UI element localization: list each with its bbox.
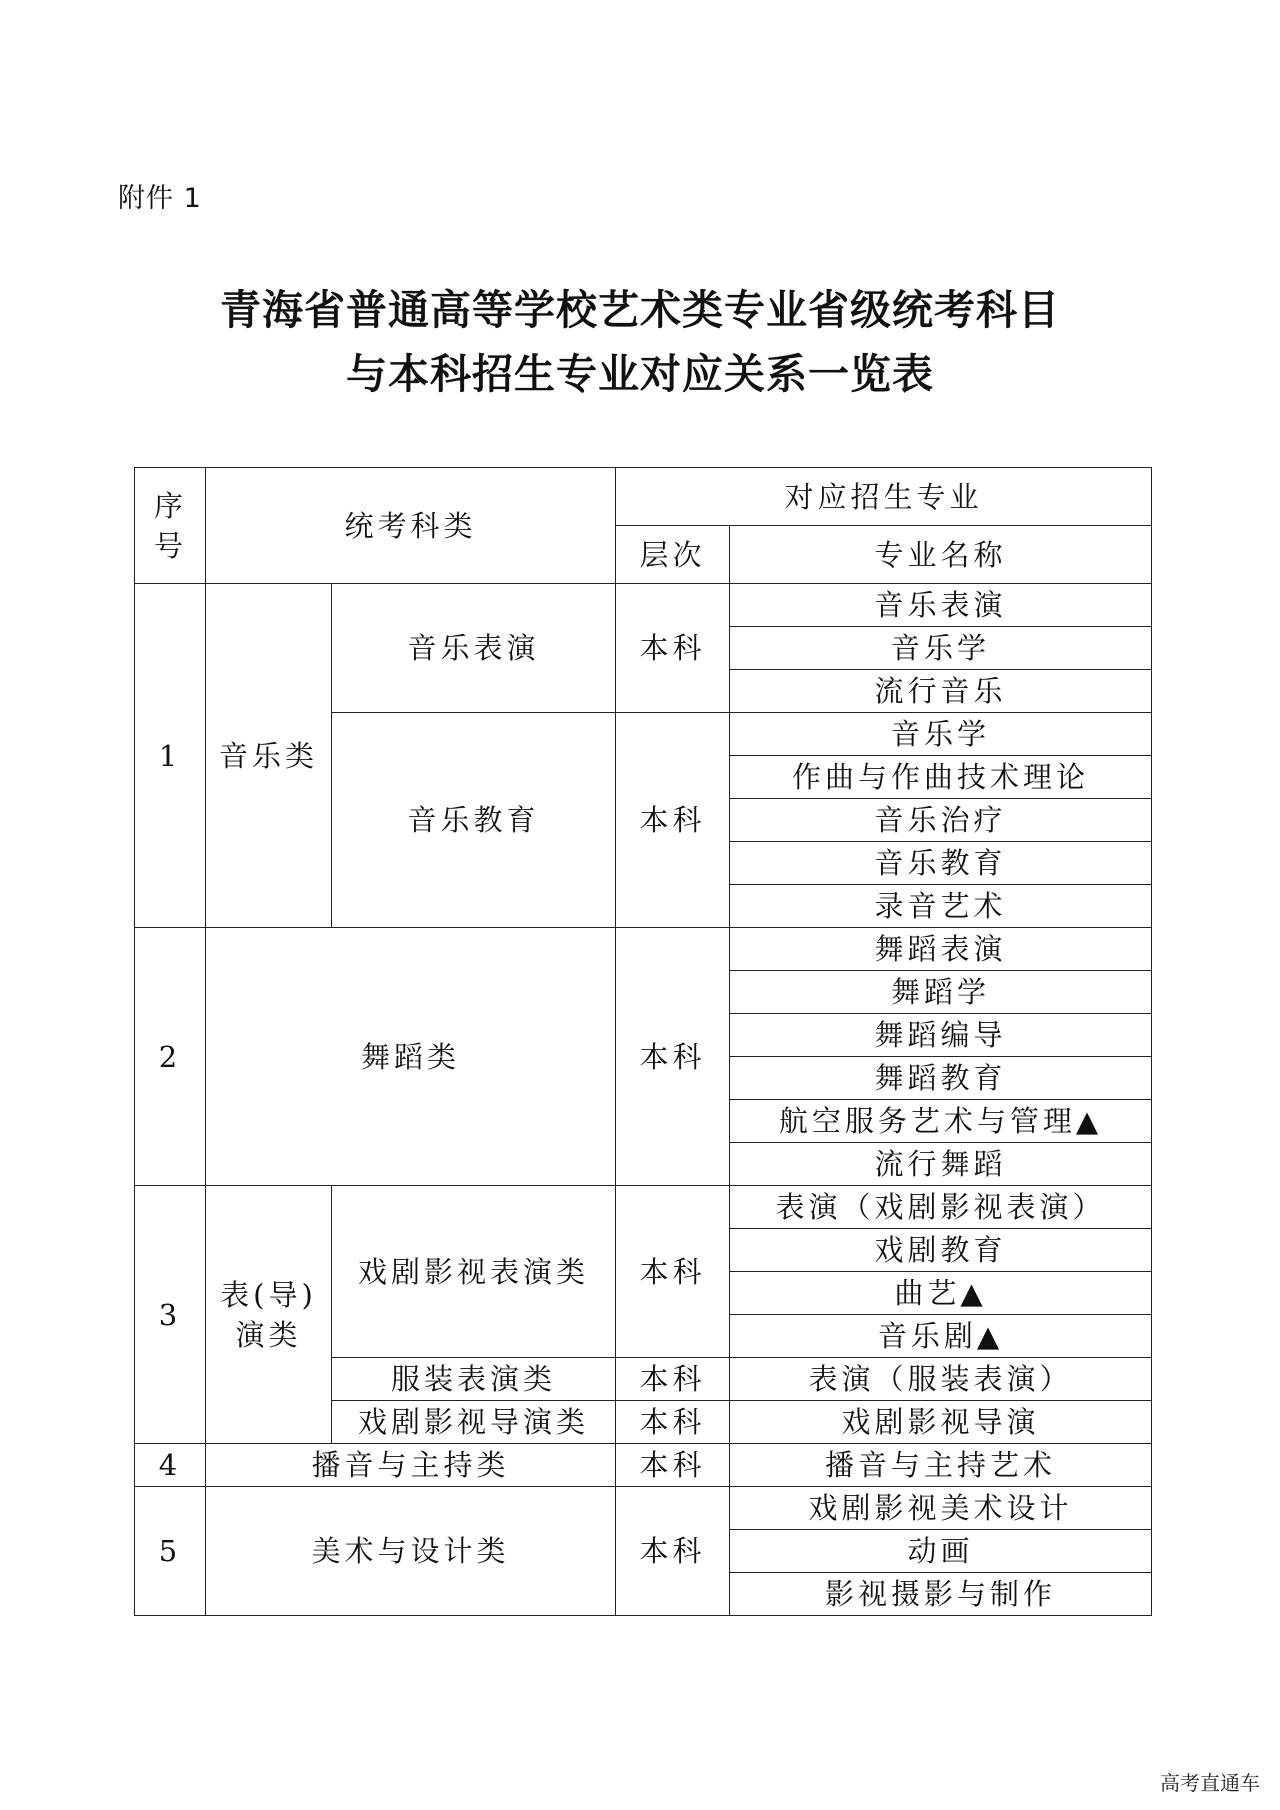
- level-cell: 本科: [616, 1487, 730, 1616]
- seq-cell: 4: [135, 1444, 206, 1487]
- seq-cell: 3: [135, 1186, 206, 1444]
- table-row: [135, 928, 1152, 971]
- seq-cell: 2: [135, 928, 206, 1186]
- correspondence-table: [134, 467, 1152, 1616]
- major-cell: 录音艺术: [730, 885, 1152, 928]
- major-cell: 音乐教育: [730, 842, 1152, 885]
- header-level: 层次: [616, 526, 730, 584]
- major-cell: 流行舞蹈: [730, 1143, 1152, 1186]
- seq-cell: 1: [135, 584, 206, 928]
- major-cell: 音乐表演: [730, 584, 1152, 627]
- major-cell: 表演（戏剧影视表演）: [730, 1186, 1152, 1229]
- page-title-line1: 青海省普通高等学校艺术类专业省级统考科目: [220, 286, 1060, 334]
- header-majors-group: 对应招生专业: [616, 468, 1152, 526]
- level-cell: 本科: [616, 584, 730, 713]
- level-cell: 本科: [616, 1401, 730, 1444]
- major-cell: 音乐治疗: [730, 799, 1152, 842]
- header-major-name: 专业名称: [730, 526, 1152, 584]
- major-cell: 作曲与作曲技术理论: [730, 756, 1152, 799]
- subcategory-cell: 戏剧影视表演类: [332, 1186, 616, 1358]
- major-cell: 舞蹈表演: [730, 928, 1152, 971]
- header-exam-category: 统考科类: [206, 468, 616, 584]
- category-cell: 舞蹈类: [206, 928, 616, 1186]
- level-cell: 本科: [616, 1444, 730, 1487]
- table-row: [135, 1186, 1152, 1229]
- major-cell: 舞蹈编导: [730, 1014, 1152, 1057]
- category-cell: [206, 1186, 332, 1444]
- header-row-1: [135, 468, 1152, 526]
- major-cell: 播音与主持艺术: [730, 1444, 1152, 1487]
- category-cell: 美术与设计类: [206, 1487, 616, 1616]
- level-cell: 本科: [616, 1358, 730, 1401]
- subcategory-cell: 音乐表演: [332, 584, 616, 713]
- header-seq: [135, 468, 206, 584]
- subcategory-cell: 戏剧影视导演类: [332, 1401, 616, 1444]
- major-cell: 表演（服装表演）: [730, 1358, 1152, 1401]
- major-cell: 音乐学: [730, 713, 1152, 756]
- major-cell: 舞蹈教育: [730, 1057, 1152, 1100]
- major-cell: 音乐剧▲: [730, 1315, 1152, 1358]
- subcategory-cell: 音乐教育: [332, 713, 616, 928]
- category-cell: 音乐类: [206, 584, 332, 928]
- level-cell: 本科: [616, 1186, 730, 1358]
- category-line2: 演类: [235, 1317, 302, 1352]
- major-cell: 戏剧影视美术设计: [730, 1487, 1152, 1530]
- seq-cell: 5: [135, 1487, 206, 1616]
- page-title-line2: 与本科招生专业对应关系一览表: [346, 350, 934, 398]
- table-row: [135, 584, 1152, 627]
- major-cell: 曲艺▲: [730, 1272, 1152, 1315]
- header-seq-label: 序号: [154, 488, 188, 563]
- major-cell: 动画: [730, 1530, 1152, 1573]
- major-cell: 舞蹈学: [730, 971, 1152, 1014]
- level-cell: 本科: [616, 713, 730, 928]
- major-cell: 影视摄影与制作: [730, 1573, 1152, 1616]
- category-cell: 播音与主持类: [206, 1444, 616, 1487]
- major-cell: 戏剧影视导演: [730, 1401, 1152, 1444]
- table-row: [135, 1444, 1152, 1487]
- table-row: [135, 1487, 1152, 1530]
- subcategory-cell: 服装表演类: [332, 1358, 616, 1401]
- level-cell: 本科: [616, 928, 730, 1186]
- major-cell: 音乐学: [730, 627, 1152, 670]
- major-cell: 流行音乐: [730, 670, 1152, 713]
- category-line1: 表(导): [220, 1277, 317, 1312]
- attachment-label: 附件 1: [118, 183, 202, 214]
- watermark-text: 高考直通车: [1160, 1771, 1260, 1795]
- major-cell: 航空服务艺术与管理▲: [730, 1100, 1152, 1143]
- major-cell: 戏剧教育: [730, 1229, 1152, 1272]
